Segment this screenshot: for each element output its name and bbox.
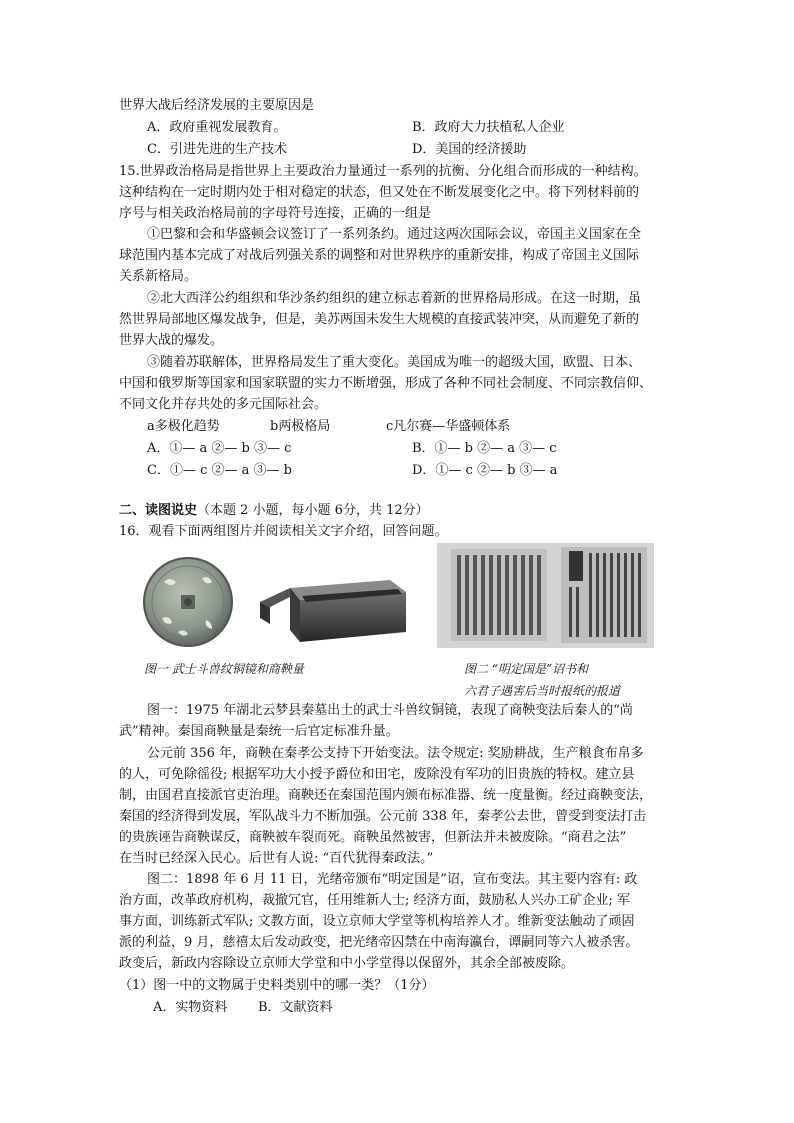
figure1-caption: 图一 武士斗兽纹铜镜和商鞅量 [144, 662, 304, 676]
q16-paragraph-3: 派的利益，9 月，慈禧太后发动政变，把光绪帝囚禁在中南海瀛台，谭嗣同等六人被杀害。 [119, 935, 639, 950]
q15-option-c: C．①— c ②— a ③— b [147, 463, 292, 478]
q15-option-d: D．①— c ②— b ③— a [412, 463, 558, 478]
q16-paragraph-2: 在当时已经深入民心。后世有人说: “百代犹得秦政法。” [119, 851, 434, 866]
q16-paragraph-2: 的贵族诬告商鞅谋反，商鞅被车裂而死。商鞅虽然被害，但新法并未被废除。“商君之法” [119, 830, 627, 845]
q15-choice-b: b两极格局 [270, 419, 331, 434]
q16-paragraph-1: 图一：1975 年湖北云梦县秦墓出土的武士斗兽纹铜镜，表现了商鞅变法后秦人的“尚 [147, 703, 633, 718]
q15-option-b: B．①— b ②— a ③— c [412, 441, 557, 456]
q16-paragraph-2: 公元前 356 年，商鞅在秦孝公支持下开始变法。法令规定: 奖励耕战，生产粮食布帛多 [147, 746, 644, 761]
q15-material-2: 然世界局部地区爆发战争，但是，美苏两国未发生大规模的直接武装冲突，从而避免了新的 [119, 312, 640, 327]
figure2-image [437, 543, 654, 648]
q16-paragraph-2: 秦国的经济得到发展，军队战斗力不断加强。公元前 338 年，秦孝公去世，曾受到变法打击 [119, 809, 647, 824]
q16-stem: 16．观看下面两组图片并阅读相关文字介绍，回答问题。 [119, 524, 448, 539]
q16-paragraph-2: 制，由国君直接派官吏治理。商鞅还在秦国范围内颁布标准器、统一度量衡。经过商鞅变法， [119, 788, 653, 803]
q15-stem-line: 序号与相关政治格局前的字母符号连接，正确的一组是 [119, 206, 432, 221]
q15-material-2: 世界大战的爆发。 [119, 333, 224, 348]
q14-stem-tail: 世界大战后经济发展的主要原因是 [119, 98, 315, 113]
q15-choice-a: a多极化趋势 [147, 419, 220, 434]
q16-paragraph-3: 治方面，改革政府机构，裁撤冗官，任用维新人士; 经济方面，鼓励私人兴办工矿企业; 军 [119, 893, 631, 908]
section-2-title: 二、读图说史 [119, 503, 198, 518]
measuring-vessel-icon [260, 580, 406, 642]
q14-option-c: C．引进先进的生产技术 [147, 142, 287, 157]
q15-material-3: ③随着苏联解体，世界格局发生了重大变化。美国成为唯一的超级大国，欧盟、日本、 [147, 355, 642, 370]
q16-paragraph-2: 的人，可免除徭役; 根据军功大小授予爵位和田宅，废除没有军功的旧贵族的特权。建立县 [119, 767, 635, 782]
edict-page-icon [451, 549, 547, 641]
section-2-note: （本题 2 小题，每小题 6分，共 12分） [197, 503, 429, 518]
q15-stem-line: 这种结构在一定时期内处于相对稳定的状态，但又处在不断发展变化之中。将下列材料前的 [119, 185, 640, 200]
q15-material-1: 球范围内基本完成了对战后列强关系的调整和对世界秩序的重新安排，构成了帝国主义国际 [119, 248, 640, 263]
newspaper-page-icon [561, 547, 647, 643]
q16-paragraph-3: 事方面，训练新式军队; 文教方面，设立京师大学堂等机构培养人才。维新变法触动了顽固 [119, 914, 635, 929]
q16-paragraph-1: 武”精神。秦国商鞅量是秦统一后官定标准升量。 [119, 724, 399, 739]
q15-material-1: 关系新格局。 [119, 269, 198, 284]
bronze-mirror-icon [144, 558, 232, 646]
q15-material-3: 中国和俄罗斯等国家和国家联盟的实力不断增强，形成了各种不同社会制度、不同宗教信仰、 [119, 376, 653, 391]
q15-material-2: ②北大西洋公约组织和华沙条约组织的建立标志着新的世界格局形成。在这一时期，虽 [147, 291, 642, 306]
figure1-image [140, 552, 440, 652]
q16-sub1-option-b: B．文献资料 [258, 1000, 333, 1015]
q15-option-a: A．①— a ②— b ③— c [147, 441, 292, 456]
q15-material-1: ①巴黎和会和华盛顿会议签订了一系列条约。通过这两次国际会议，帝国主义国家在全 [147, 227, 642, 242]
q14-option-a: A．政府重视发展教育。 [147, 120, 287, 135]
q16-paragraph-3: 图二：1898 年 6 月 11 日，光绪帝颁布“明定国是”诏，宣布变法。其主要内容有: 政 [147, 872, 638, 887]
q15-stem-line: 15.世界政治格局是指世界上主要政治力量通过一系列的抗衡、分化组合而形成的一种结构。 [119, 164, 647, 179]
q14-option-b: B．政府大力扶植私人企业 [412, 120, 565, 135]
q16-subquestion-1: （1）图一中的文物属于史料类别中的哪一类？（1分） [119, 978, 435, 993]
q16-paragraph-3: 政变后，新政内容除设立京师大学堂和中小学堂得以保留外，其余全部被废除。 [119, 956, 575, 971]
figure2-caption: 图二 “明定国是”诏书和 [464, 662, 589, 676]
figure2-caption-cont: 六君子遇害后当时报纸的报道 [464, 684, 621, 698]
q15-choice-c: c凡尔赛—华盛顿体系 [386, 419, 511, 434]
q14-option-d: D．美国的经济援助 [412, 142, 527, 157]
q16-sub1-option-a: A．实物资料 [153, 1000, 228, 1015]
q15-material-3: 不同文化并存共处的多元国际社会。 [119, 397, 328, 412]
section-2-heading [119, 501, 429, 521]
